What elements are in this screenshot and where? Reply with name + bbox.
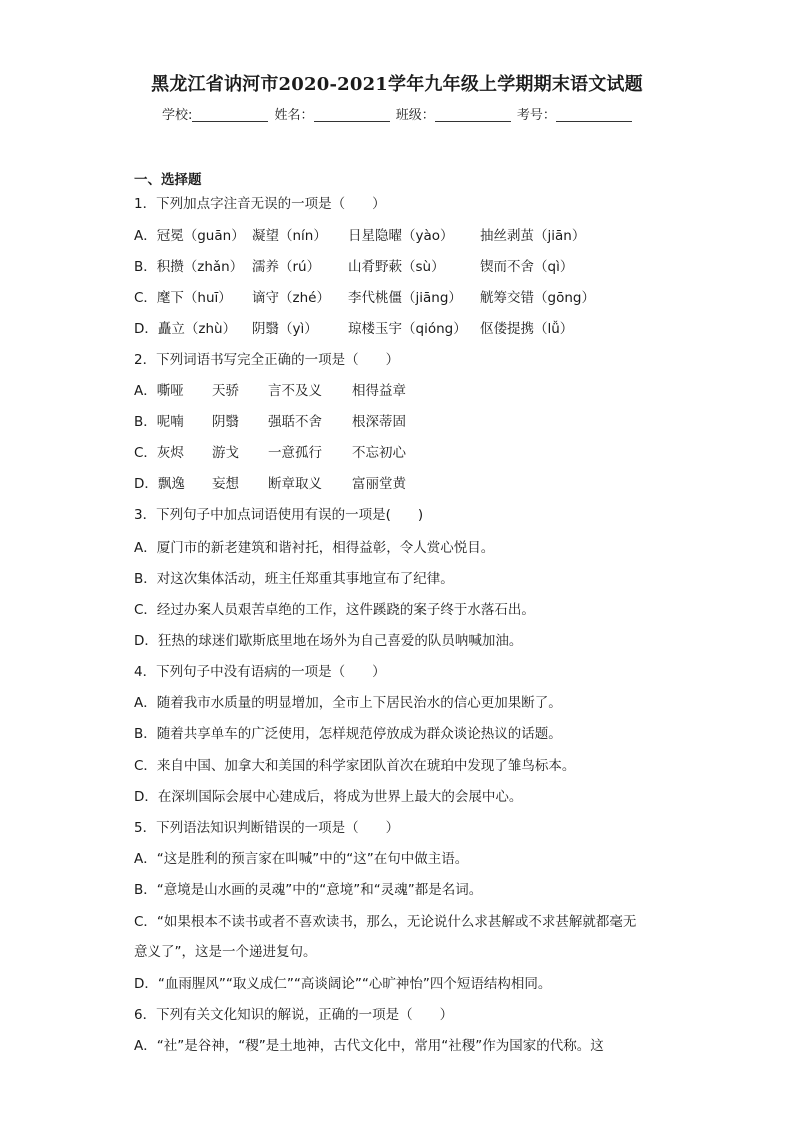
school-blank[interactable] xyxy=(192,107,268,122)
option-cell: 李代桃僵（jiāng） xyxy=(348,290,462,306)
question-1-option-c[interactable] xyxy=(134,286,694,304)
question-5-option-c[interactable]: C．“如果根本不读书或者不喜欢读书，那么，无论说什么求甚解或不求甚解就都毫无 xyxy=(134,914,637,930)
question-3-option-b[interactable]: B．对这次集体活动，班主任郑重其事地宣布了纪律。 xyxy=(134,571,454,587)
class-label: 班级： xyxy=(395,108,435,123)
question-2-option-a[interactable] xyxy=(134,379,534,397)
option-cell: 不忘初心 xyxy=(352,445,406,461)
question-1-option-b[interactable] xyxy=(134,255,694,273)
question-3-option-a[interactable]: A．厦门市的新老建筑和谐衬托，相得益彰，令人赏心悦目。 xyxy=(134,540,495,556)
option-cell: D．矗立（zhù） xyxy=(134,321,237,337)
question-5-stem: 5．下列语法知识判断错误的一项是（ ） xyxy=(134,820,400,836)
question-5-option-b[interactable]: B．“意境是山水画的灵魂”中的“意境”和“灵魂”都是名词。 xyxy=(134,882,483,898)
question-2-option-c[interactable] xyxy=(134,441,534,459)
question-5-option-d[interactable]: D．“血雨腥风”“取义成仁”“高谈阔论”“心旷神怡”四个短语结构相同。 xyxy=(134,976,552,992)
section-heading: 一、选择题 xyxy=(134,172,202,188)
option-cell: 山肴野蔌（sù） xyxy=(348,259,445,275)
option-cell: 言不及义 xyxy=(268,383,322,399)
question-2-option-d[interactable] xyxy=(134,472,534,490)
question-3-stem: 3．下列句子中加点词语使用有误的一项是( ) xyxy=(134,507,424,523)
option-cell: 日星隐曜（yào） xyxy=(348,228,454,244)
option-cell: 觥筹交错（gōng） xyxy=(480,290,595,306)
question-6-stem: 6．下列有关文化知识的解说，正确的一项是（ ） xyxy=(134,1007,454,1023)
question-1-option-d[interactable] xyxy=(134,317,694,335)
question-4-option-d[interactable]: D．在深圳国际会展中心建成后，将成为世界上最大的会展中心。 xyxy=(134,789,523,805)
exam-number-blank[interactable] xyxy=(556,107,632,122)
option-cell: 抽丝剥茧（jiān） xyxy=(480,228,586,244)
option-cell: B．呢喃 xyxy=(134,414,184,430)
option-cell: 妄想 xyxy=(212,476,239,492)
question-2-option-b[interactable] xyxy=(134,410,534,428)
option-cell: B．积攒（zhǎn） xyxy=(134,259,244,275)
question-1-stem: 1．下列加点字注音无误的一项是（ ） xyxy=(134,196,386,212)
question-3-option-d[interactable]: D．狂热的球迷们歇斯底里地在场外为自己喜爱的队员呐喊加油。 xyxy=(134,633,523,649)
question-1-option-a[interactable] xyxy=(134,224,694,242)
question-4-option-c[interactable]: C．来自中国、加拿大和美国的科学家团队首次在琥珀中发现了雏鸟标本。 xyxy=(134,758,576,774)
option-cell: 断章取义 xyxy=(268,476,322,492)
class-blank[interactable] xyxy=(435,107,511,122)
name-label: 姓名： xyxy=(274,108,314,123)
option-cell: 天骄 xyxy=(212,383,239,399)
question-3-option-c[interactable]: C．经过办案人员艰苦卓绝的工作，这件蹊跷的案子终于水落石出。 xyxy=(134,602,535,618)
question-6-option-a[interactable]: A．“社”是谷神，“稷”是土地神，古代文化中，常用“社稷”作为国家的代称。这 xyxy=(134,1038,604,1054)
option-cell: A．冠冕（guān） xyxy=(134,228,245,244)
option-cell: D．飘逸 xyxy=(134,476,185,492)
question-5-option-a[interactable]: A．“这是胜利的预言家在叫喊”中的“这”在句中做主语。 xyxy=(134,851,469,867)
option-cell: 琼楼玉宇（qióng） xyxy=(348,321,467,337)
option-cell: 锲而不舍（qì） xyxy=(480,259,574,275)
option-cell: 根深蒂固 xyxy=(352,414,406,430)
option-cell: 谪守（zhé） xyxy=(252,290,330,306)
option-cell: 强聒不舍 xyxy=(268,414,322,430)
page-title: 黑龙江省讷河市2020-2021学年九年级上学期期末语文试题 xyxy=(151,74,643,95)
option-cell: C．灰烬 xyxy=(134,445,184,461)
option-cell: 凝望（nín） xyxy=(252,228,327,244)
name-blank[interactable] xyxy=(314,107,390,122)
option-cell: 一意孤行 xyxy=(268,445,322,461)
question-2-stem: 2．下列词语书写完全正确的一项是（ ） xyxy=(134,352,400,368)
option-cell: 相得益章 xyxy=(352,383,406,399)
question-5-option-c-continued: 意义了”，这是一个递进复句。 xyxy=(134,944,317,960)
exam-number-label: 考号： xyxy=(516,108,556,123)
option-cell: C．麾下（huī） xyxy=(134,290,232,306)
option-cell: 阴翳（yì） xyxy=(252,321,318,337)
option-cell: 游戈 xyxy=(212,445,239,461)
question-4-stem: 4．下列句子中没有语病的一项是（ ） xyxy=(134,664,386,680)
school-label: 学校: xyxy=(162,108,193,123)
option-cell: 阴翳 xyxy=(212,414,239,430)
option-cell: A．嘶哑 xyxy=(134,383,184,399)
question-4-option-b[interactable]: B．随着共享单车的广泛使用，怎样规范停放成为群众谈论热议的话题。 xyxy=(134,726,562,742)
student-info-line xyxy=(162,104,634,123)
option-cell: 濡养（rú） xyxy=(252,259,321,275)
option-cell: 伛偻提携（lǚ） xyxy=(480,321,574,337)
option-cell: 富丽堂黄 xyxy=(352,476,406,492)
question-4-option-a[interactable]: A．随着我市水质量的明显增加，全市上下居民治水的信心更加果断了。 xyxy=(134,695,562,711)
